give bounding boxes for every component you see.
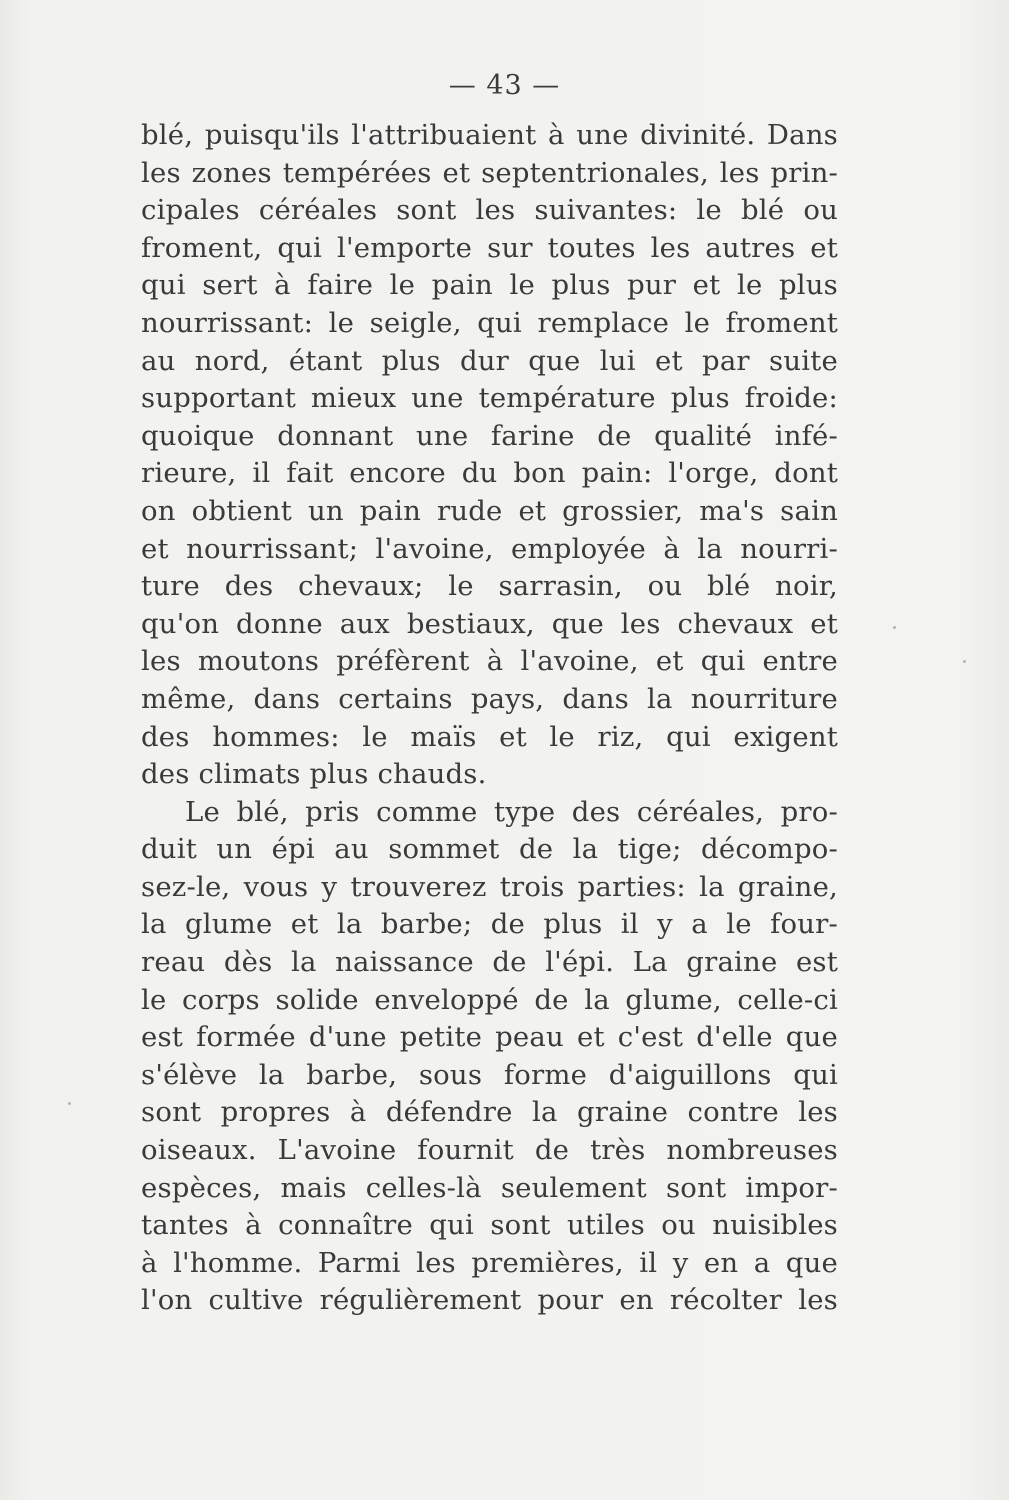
text-line: le corps solide enveloppé de la glume, celle-ci — [141, 983, 838, 1016]
body-text — [141, 117, 838, 1320]
text-line: les zones tempérées et septentrionales, les prin- — [141, 156, 838, 189]
text-line: oiseaux. L'avoine fournit de très nombreuses — [141, 1134, 838, 1167]
text-line: qui sert à faire le pain le plus pur et le plus — [141, 269, 838, 302]
paper-speck — [963, 660, 966, 663]
text-line: qu'on donne aux bestiaux, que les chevaux et — [141, 607, 838, 640]
text-line: au nord, étant plus dur que lui et par suite — [141, 344, 838, 377]
text-line: ture des chevaux; le sarrasin, ou blé noir, — [141, 570, 838, 603]
text-line: et nourrissant; l'avoine, employée à la nourri- — [141, 532, 838, 565]
text-line: sont propres à défendre la graine contre les — [141, 1096, 838, 1129]
text-line: supportant mieux une température plus froide: — [141, 382, 838, 415]
text-line: froment, qui l'emporte sur toutes les autres et — [141, 231, 838, 264]
text-line: sez-le, vous y trouverez trois parties: la graine, — [141, 870, 838, 903]
paragraph-start-line: Le blé, pris comme type des céréales, pro- — [185, 795, 838, 828]
page-number: — 43 — — [448, 70, 561, 101]
text-line: duit un épi au sommet de la tige; décompo- — [141, 833, 838, 866]
text-line: est formée d'une petite peau et c'est d'elle que — [141, 1021, 838, 1054]
text-line: des hommes: le maïs et le riz, qui exigent — [141, 720, 838, 753]
text-line: cipales céréales sont les suivantes: le blé ou — [141, 194, 838, 227]
text-line: blé, puisqu'ils l'attribuaient à une divinité. Dans — [141, 119, 838, 151]
text-line: rieure, il fait encore du bon pain: l'orge, dont — [141, 457, 838, 490]
text-line: espèces, mais celles-là seulement sont impor- — [141, 1171, 838, 1204]
text-line: tantes à connaître qui sont utiles ou nuisibles — [141, 1209, 838, 1242]
text-line: à l'homme. Parmi les premières, il y en a que — [141, 1246, 838, 1279]
text-line: la glume et la barbe; de plus il y a le four- — [141, 908, 838, 941]
text-line: l'on cultive régulièrement pour en récolter les — [141, 1284, 838, 1317]
text-line: on obtient un pain rude et grossier, ma's sain — [141, 494, 838, 527]
text-line: reau dès la naissance de l'épi. La graine est — [141, 946, 838, 979]
text-line: les moutons préfèrent à l'avoine, et qui entre — [141, 645, 838, 678]
paragraph-end-line: des climats plus chauds. — [141, 758, 487, 791]
text-line: s'élève la barbe, sous forme d'aiguillons qui — [141, 1058, 838, 1091]
text-line: quoique donnant une farine de qualité infé- — [141, 419, 838, 452]
paper-speck — [68, 1102, 71, 1105]
text-line: même, dans certains pays, dans la nourriture — [141, 682, 838, 715]
paper-speck — [893, 626, 896, 629]
text-line: nourrissant: le seigle, qui remplace le froment — [141, 306, 838, 339]
